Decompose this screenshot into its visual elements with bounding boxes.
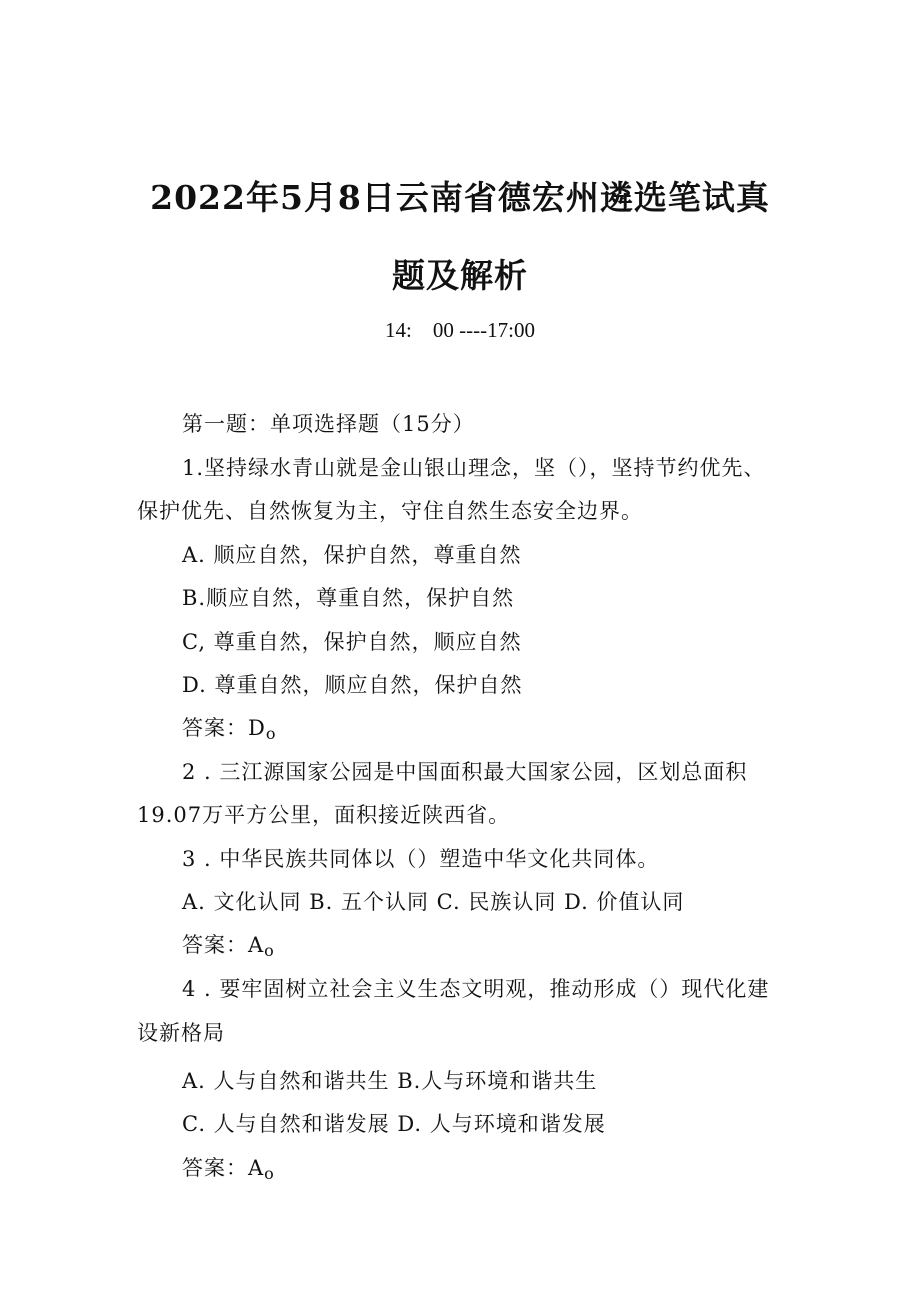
q1-answer-label: 答案：D [182,716,266,740]
q1-option-a: A. 顺应自然，保护自然，尊重自然 [182,543,522,567]
q1-answer [182,713,276,749]
q2-stem-line-2: 19.07万平方公里，面积接近陕西省。 [137,803,511,827]
document-title-line-2: 题及解析 [392,256,528,295]
q1-answer-suffix: o [265,724,277,743]
q4-stem-line-1: 4 . 要牢固树立社会主义生态文明观，推动形成（）现代化建 [182,977,770,1001]
q3-answer-suffix: o [264,941,275,960]
q3-answer [182,930,275,966]
q1-option-c: C, 尊重自然，保护自然，顺应自然 [182,630,522,654]
q3-stem: 3 . 中华民族共同体以（）塑造中华文化共同体。 [182,847,660,871]
q4-answer-suffix: o [264,1164,275,1183]
q3-answer-label: 答案：A [182,933,265,957]
q2-stem-line-1: 2 . 三江源国家公园是中国面积最大国家公园，区划总面积 [182,760,748,784]
q4-options-line-2: C. 人与自然和谐发展 D. 人与环境和谐发展 [182,1112,606,1136]
q1-option-b: B.顺应自然，尊重自然，保护自然 [182,586,515,610]
q4-answer-label: 答案：A [182,1156,265,1180]
exam-time: 14: 00 ----17:00 [385,318,535,342]
q1-option-d: D. 尊重自然，顺应自然，保护自然 [182,673,523,697]
document-title-line-1: 2022年5月8日云南省德宏州遴选笔试真 [150,178,770,217]
q4-options-line-1: A. 人与自然和谐共生 B.人与环境和谐共生 [182,1069,598,1093]
section-heading: 第一题：单项选择题（15分） [182,412,475,436]
q4-answer [182,1153,275,1189]
q4-stem-line-2: 设新格局 [137,1021,225,1045]
q1-stem-line-2: 保护优先、自然恢复为主，守住自然生态安全边界。 [137,499,643,523]
q1-stem-line-1: 1.坚持绿水青山就是金山银山理念，坚（），坚持节约优先、 [182,456,766,480]
q3-options: A. 文化认同 B. 五个认同 C. 民族认同 D. 价值认同 [182,890,685,914]
